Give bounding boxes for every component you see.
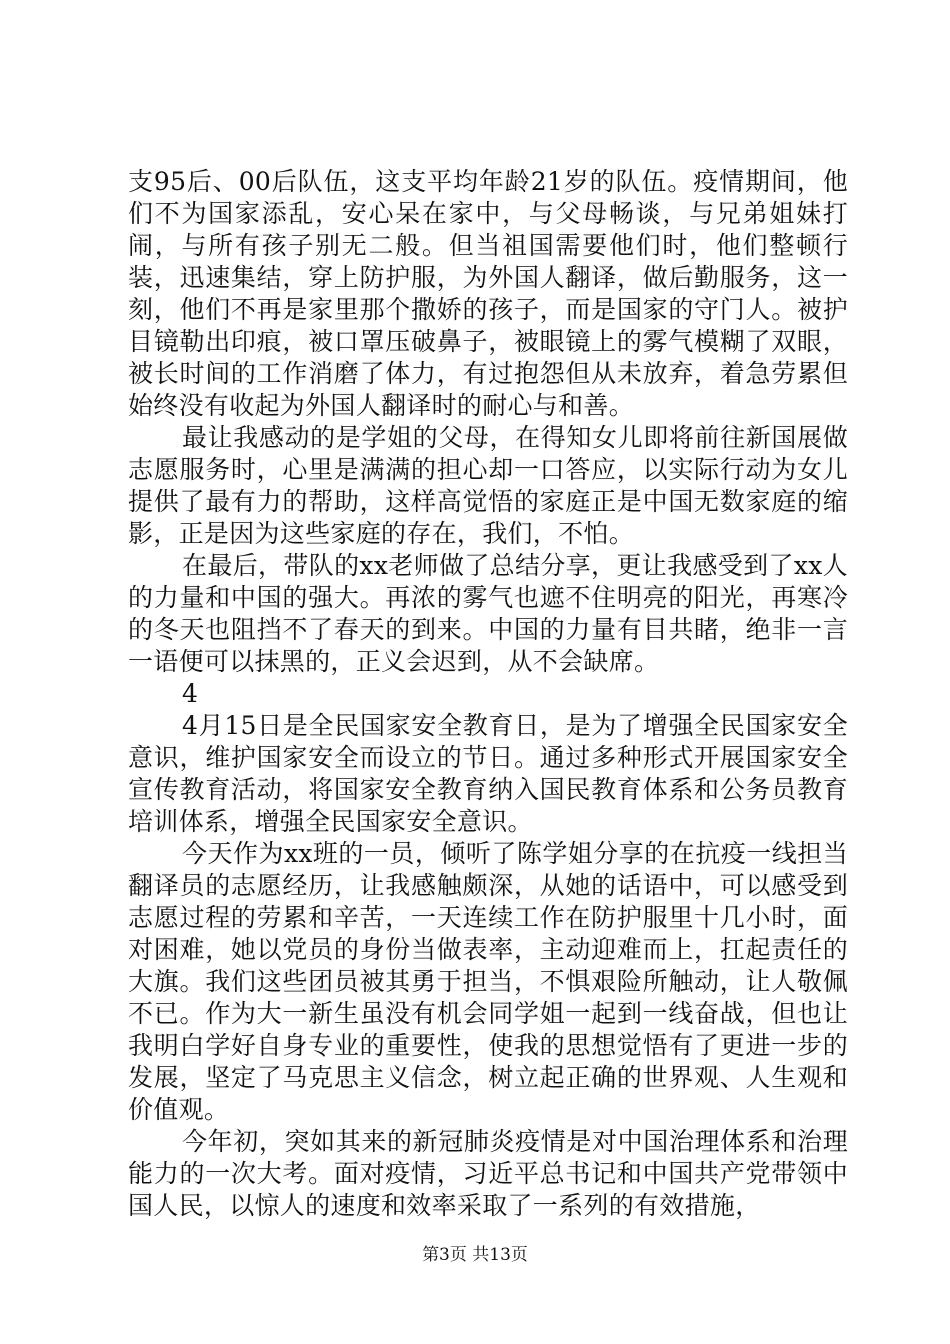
document-body — [128, 166, 848, 1222]
section-number: 4 — [182, 679, 199, 708]
paragraph-summary: 在最后，带队的xx老师做了总结分享，更让我感受到了xx人的力量和中国的强大。再浓的雾气也遮不住明亮的阳光，再寒冷的冬天也阻挡不了春天的到来。中国的力量有目共睹，绝非一言一语便可以抹黑的，正义会迟到，从不会缺席。 — [128, 551, 848, 676]
paragraph-parents: 最让我感动的是学姐的父母，在得知女儿即将前往新国展做志愿服务时，心里是满满的担心却一口答应，以实际行动为女儿提供了最有力的帮助，这样高觉悟的家庭正是中国无数家庭的缩影，正是因为这些家庭的存在，我们，不怕。 — [128, 423, 848, 548]
paragraph-epidemic: 今年初，突如其来的新冠肺炎疫情是对中国治理体系和治理能力的一次大考。面对疫情，习近平总书记和中国共产党带领中国人民，以惊人的速度和效率采取了一系列的有效措施， — [128, 1127, 848, 1220]
paragraph-security-day: 4月15日是全民国家安全教育日，是为了增强全民国家安全意识，维护国家安全而设立的节日。通过多种形式开展国家安全宣传教育活动，将国家安全教育纳入国民教育体系和公务员教育培训体系，增强全民国家安全意识。 — [128, 711, 848, 836]
paragraph-class-member: 今天作为xx班的一员，倾听了陈学姐分享的在抗疫一线担当翻译员的志愿经历，让我感触颇深，从她的话语中，可以感受到志愿过程的劳累和辛苦，一天连续工作在防护服里十几小时，面对困难，她以党员的身份当做表率，主动迎难而上，扛起责任的大旗。我们这些团员被其勇于担当，不惧艰险所触动，让人敬佩不已。作为大一新生虽没有机会同学姐一起到一线奋战，但也让我明白学好自身专业的重要性，使我的思想觉悟有了更进一步的发展，坚定了马克思主义信念，树立起正确的世界观、人生观和价值观。 — [128, 839, 848, 1124]
page-footer: 第3页 共13页 — [422, 1245, 528, 1265]
paragraph-continuation: 支95后、00后队伍，这支平均年龄21岁的队伍。疫情期间，他们不为国家添乱，安心呆在家中，与父母畅谈，与兄弟姐妹打闹，与所有孩子别无二般。但当祖国需要他们时，他们整顿行装，迅速集结，穿上防护服，为外国人翻译，做后勤服务，这一刻，他们不再是家里那个撒娇的孩子，而是国家的守门人。被护目镜勒出印痕，被口罩压破鼻子，被眼镜上的雾气模糊了双眼，被长时间的工作消磨了体力，有过抱怨但从未放弃，着急劳累但始终没有收起为外国人翻译时的耐心与和善。 — [128, 167, 848, 420]
